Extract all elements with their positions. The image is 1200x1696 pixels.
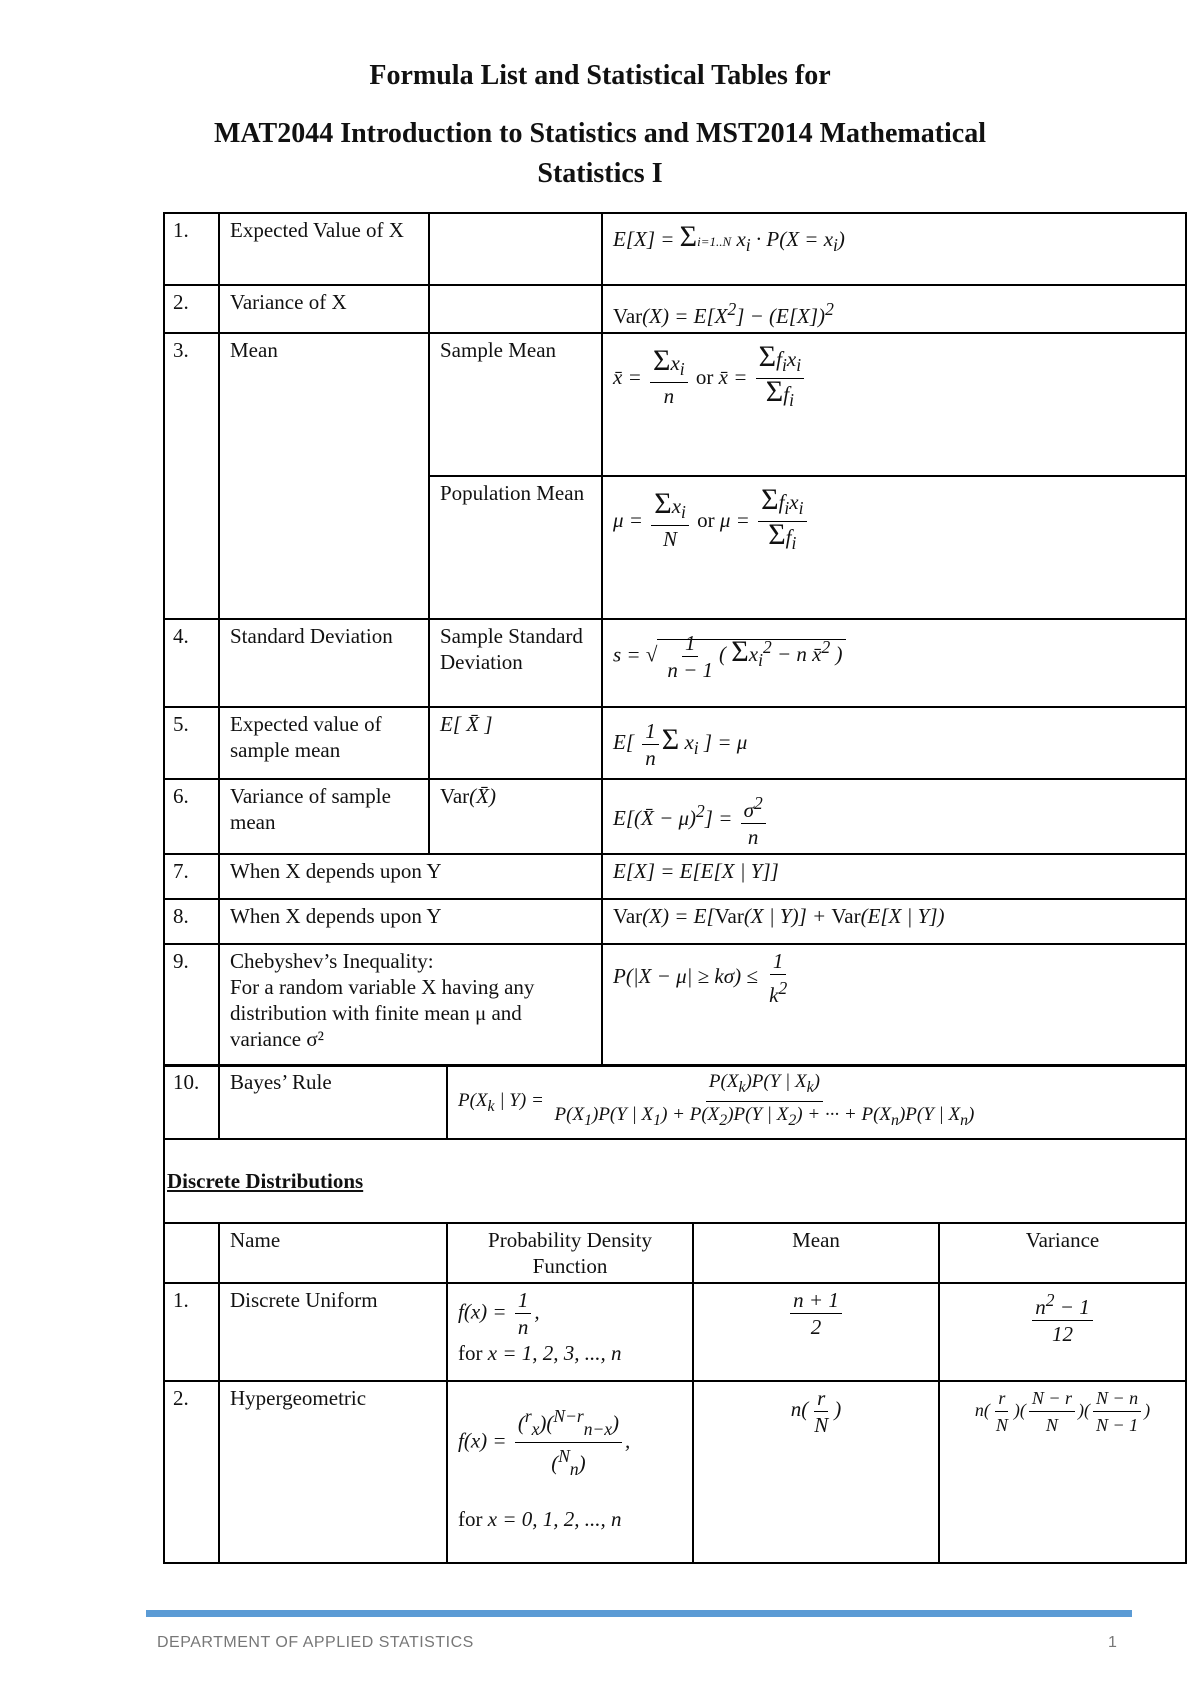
row-number: 2. — [164, 285, 219, 333]
uniform-pdf-formula: f(x) = $\frac{1}{n}$ , — [458, 1288, 540, 1339]
population-mean-formula: μ = $\frac{\Sigma x_i}{N}$ or μ = $\frac{\Sigma f_ix_i}{\Sigma f_i}$ — [613, 508, 810, 532]
footer-divider — [146, 1610, 1132, 1617]
formula-expression — [602, 333, 1186, 476]
formula-expression — [602, 899, 1186, 944]
document-title-line-2: MAT2044 Introduction to Statistics and MST2014 Mathematical — [213, 118, 987, 149]
formula-row — [164, 944, 1186, 1066]
expected-sample-mean-formula: E[ $\frac{1}{n}$ Σ $x_i$ ] = μ — [613, 719, 748, 770]
hypergeometric-mean-formula: n( $\frac{r}{N}$ ) — [790, 1386, 842, 1437]
iterated-expectation-formula: E[X] = E[E[X | Y]] — [613, 859, 779, 883]
chebyshev-description: For a random variable X having any distribution with finite mean μ and variance σ² — [230, 975, 535, 1051]
formula-label: Expected value of sample mean — [219, 707, 429, 779]
sample-sd-formula: s = √ $\frac{1}{n - 1}$ ( $\Sigma x_i^2 - n$ x̄$^2$ ) — [613, 639, 846, 668]
formula-label: Mean — [219, 333, 429, 619]
formula-expression — [602, 779, 1186, 854]
bayes-table — [163, 1064, 1187, 1140]
bayes-formula: $P(X_k$ | Y) = $\frac{P(X_k)P(Y | X_k)}{P(X_1)P(Y | X_1) + P(X_2)P(Y | X_2) + \cdot\cdot\cdot + P(X_n)P(Y | X_n)}$ — [458, 1071, 975, 1129]
document-title-line-1: Formula List and Statistical Tables for — [369, 60, 831, 91]
formula-row — [164, 854, 1186, 899]
formula-expression — [602, 285, 1186, 333]
formula-sub: Sample Standard Deviation — [429, 619, 602, 707]
column-header-variance: Variance — [939, 1223, 1186, 1283]
uniform-support: for x = 1, 2, 3, ..., n — [458, 1341, 622, 1365]
distribution-mean — [693, 1283, 939, 1381]
formula-label: When X depends upon Y — [219, 854, 602, 899]
formula-sub — [429, 779, 602, 854]
formula-sub — [429, 213, 602, 285]
chebyshev-title: Chebyshev’s Inequality: — [230, 949, 434, 973]
page-number: 1 — [1108, 1634, 1117, 1651]
formula-sub — [429, 285, 602, 333]
table-row — [164, 1381, 1186, 1563]
distribution-name: Discrete Uniform — [219, 1283, 447, 1381]
column-header-name: Name — [219, 1223, 447, 1283]
row-number: 5. — [164, 707, 219, 779]
variance-sample-mean-formula: E[(X̄ − μ)$^2$] = $\frac{\sigma^2}{n}$ — [613, 806, 769, 830]
row-number: 2. — [164, 1381, 219, 1563]
formula-row — [164, 213, 1186, 285]
formula-label: Variance of X — [219, 285, 429, 333]
formula-label: When X depends upon Y — [219, 899, 602, 944]
table-header-row — [164, 1223, 1186, 1283]
sample-mean-formula: x̄ = $\frac{\Sigma x_i}{n}$ or x̄ = $\frac{\Sigma f_ix_i}{\Sigma f_i}$ — [613, 365, 807, 389]
variance-formula: $Var(X) = E[X^2] - (E[X])^2$ — [613, 299, 834, 328]
formula-label: Bayes’ Rule — [219, 1065, 447, 1139]
expected-value-formula: E[X] = Σi=1..N $x_i \cdot P(X = x_i)$ — [613, 220, 845, 256]
row-number: 8. — [164, 899, 219, 944]
formula-expression — [602, 213, 1186, 285]
uniform-variance-formula: $\frac{n^2 - 1}{12}$ — [1029, 1303, 1095, 1327]
section-heading-row — [164, 1139, 1186, 1223]
formula-table — [163, 212, 1187, 1067]
formula-expression — [602, 944, 1186, 1066]
formula-row — [164, 779, 1186, 854]
row-number: 10. — [164, 1065, 219, 1139]
section-heading-cell — [164, 1139, 1186, 1223]
row-number: 7. — [164, 854, 219, 899]
formula-label: Expected Value of X — [219, 213, 429, 285]
sub-notation: E[ X̄ ] — [440, 712, 493, 736]
row-number: 1. — [164, 213, 219, 285]
formula-label — [219, 944, 602, 1066]
hypergeometric-variance-formula: n( $\frac{r}{N}$ )( $\frac{N - r}{N}$ )( $\frac{N - n}{N - 1}$ ) — [975, 1400, 1150, 1420]
hypergeometric-pdf-formula: f(x) = $\frac{(^r_x)(^{N-r}_{n-x})}{(^N_n)}$ , — [458, 1403, 682, 1482]
header-blank — [164, 1223, 219, 1283]
chebyshev-formula: P(|X − μ| ≥ kσ) ≤ $\frac{1}{k^2}$ — [613, 949, 788, 1007]
hypergeometric-support: for x = 0, 1, 2, ..., n — [458, 1507, 622, 1532]
formula-row — [164, 707, 1186, 779]
discrete-distributions-heading: Discrete Distributions — [167, 1169, 364, 1193]
formula-row — [164, 1065, 1186, 1139]
document-title-line-3: Statistics I — [537, 158, 663, 189]
formula-sub: Sample Mean — [429, 333, 602, 476]
distribution-variance — [939, 1283, 1186, 1381]
row-number: 9. — [164, 944, 219, 1066]
uniform-mean-formula: $\frac{n + 1}{2}$ — [787, 1299, 845, 1323]
row-number: 3. — [164, 333, 219, 619]
formula-label: Variance of sample mean — [219, 779, 429, 854]
column-header-mean: Mean — [693, 1223, 939, 1283]
row-number: 4. — [164, 619, 219, 707]
row-number: 6. — [164, 779, 219, 854]
row-number: 1. — [164, 1283, 219, 1381]
distribution-pdf — [447, 1283, 693, 1381]
sub-notation: Var(X̄) — [440, 784, 496, 808]
formula-sub — [429, 707, 602, 779]
distribution-mean — [693, 1381, 939, 1563]
distribution-variance — [939, 1381, 1186, 1563]
distribution-pdf — [447, 1381, 693, 1563]
table-row — [164, 1283, 1186, 1381]
formula-expression — [602, 854, 1186, 899]
column-header-pdf: Probability Density Function — [447, 1223, 693, 1283]
total-variance-formula: Var(X) = E[Var(X | Y)] + Var(E[X | Y]) — [613, 904, 945, 928]
formula-expression — [447, 1065, 1186, 1139]
footer-department: DEPARTMENT OF APPLIED STATISTICS — [157, 1634, 474, 1651]
formula-sub: Population Mean — [429, 476, 602, 619]
formula-expression — [602, 619, 1186, 707]
formula-row — [164, 285, 1186, 333]
formula-row — [164, 333, 1186, 476]
distribution-name: Hypergeometric — [219, 1381, 447, 1563]
discrete-distributions-table — [163, 1138, 1187, 1564]
formula-expression — [602, 707, 1186, 779]
formula-row — [164, 619, 1186, 707]
formula-expression — [602, 476, 1186, 619]
formula-row — [164, 899, 1186, 944]
formula-label: Standard Deviation — [219, 619, 429, 707]
